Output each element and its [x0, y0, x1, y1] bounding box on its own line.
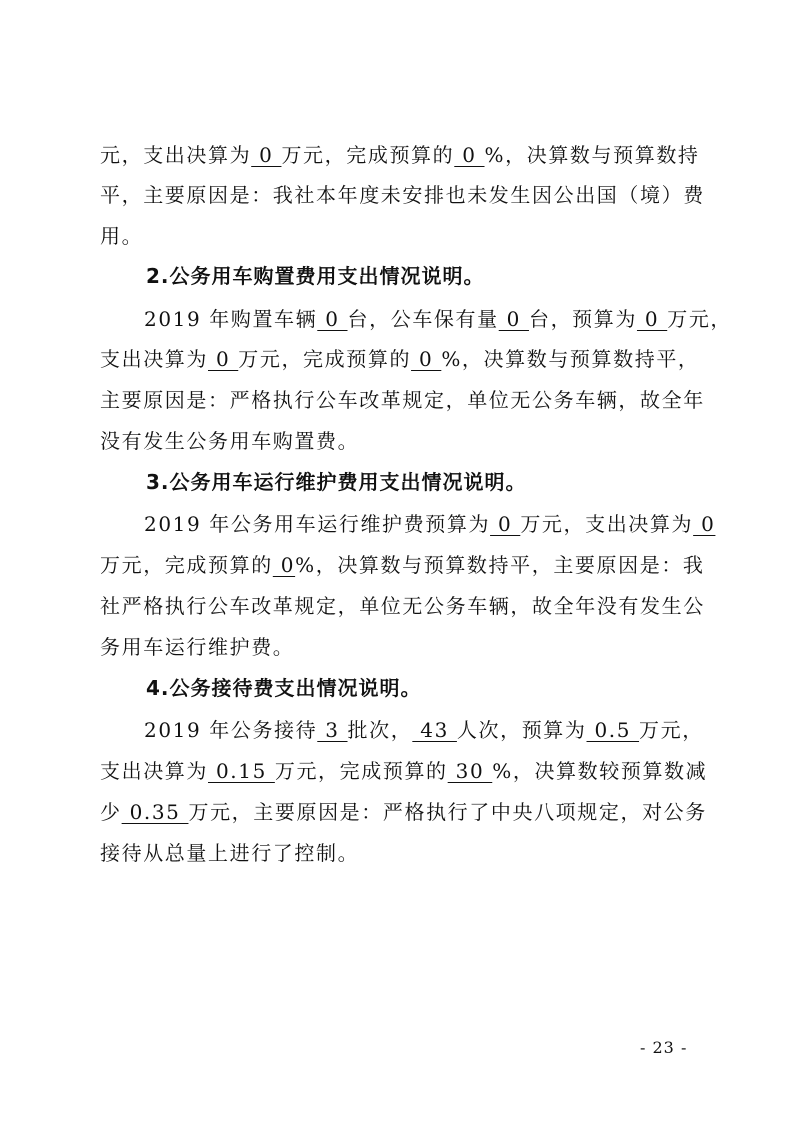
underlined-value: 0 — [490, 512, 521, 536]
text-run: %，决算数与预算数持 — [484, 143, 700, 167]
text-run: 万元，主要原因是：严格执行了中央八项规定，对公务 — [188, 800, 707, 824]
text-run: 万元， — [667, 307, 733, 331]
text-line — [100, 760, 707, 782]
text-line — [100, 636, 294, 658]
text-run: 支出决算为 — [100, 759, 208, 783]
underlined-value: 0 — [251, 143, 282, 167]
text-line — [144, 719, 704, 741]
underlined-value: 0 — [208, 347, 239, 371]
underlined-value: 0.35 — [121, 800, 189, 824]
text-run: 平，主要原因是：我社本年度未安排也未发生因公出国（境）费 — [100, 183, 705, 207]
text-run: 用。 — [100, 224, 144, 248]
text-run: 主要原因是：严格执行公车改革规定，单位无公务车辆，故全年 — [100, 388, 705, 412]
underlined-value: 0 — [636, 307, 668, 331]
underlined-value: 0 — [411, 347, 442, 371]
text-run: 万元，完成预算的 — [100, 553, 273, 577]
text-run: 台，预算为 — [528, 307, 637, 331]
text-run: 万元，支出决算为 — [520, 512, 694, 536]
text-run: %，决算数较预算数减 — [492, 759, 708, 783]
text-run: %，决算数与预算数持平，主要原因是：我 — [295, 553, 705, 577]
text-line — [100, 389, 705, 411]
text-line — [144, 308, 732, 330]
text-run: 台，公车保有量 — [347, 307, 499, 331]
text-line — [144, 513, 715, 535]
text-run: 支出决算为 — [100, 347, 208, 371]
text-run: %，决算数与预算数持平， — [441, 347, 700, 371]
text-run: 万元，完成预算的 — [274, 759, 448, 783]
text-line — [100, 225, 143, 247]
underlined-value: 0 — [317, 307, 348, 331]
text-run: 人次，预算为 — [456, 718, 587, 742]
underlined-value: 43 — [412, 718, 457, 742]
underlined-value: 0 — [498, 307, 529, 331]
text-line — [100, 842, 359, 864]
underlined-value: 0 — [454, 143, 485, 167]
text-run: 2019 年购置车辆 — [144, 307, 318, 331]
underlined-value: 0.15 — [208, 759, 275, 783]
section-heading — [146, 471, 527, 493]
underlined-value: 0 — [272, 553, 296, 577]
text-line — [100, 144, 700, 166]
text-line — [100, 595, 705, 617]
text-line — [100, 554, 705, 576]
text-run: 4.公务接待费支出情况说明。 — [146, 676, 422, 700]
text-line — [100, 801, 707, 823]
underlined-value: 0.5 — [586, 718, 640, 742]
text-line — [100, 348, 700, 370]
text-line — [100, 184, 705, 206]
section-heading — [146, 677, 422, 699]
text-run: 万元， — [639, 718, 704, 742]
text-run: 社严格执行公车改革规定，单位无公务车辆，故全年没有发生公 — [100, 594, 705, 618]
text-run: 接待从总量上进行了控制。 — [100, 841, 360, 865]
text-run: 2019 年公务接待 — [144, 718, 318, 742]
text-run: 少 — [100, 800, 122, 824]
underlined-value: 30 — [447, 759, 493, 783]
text-run: 3.公务用车运行维护费用支出情况说明。 — [146, 470, 527, 494]
text-run: 2.公务用车购置费用支出情况说明。 — [146, 264, 485, 288]
underlined-value: 0 — [693, 512, 716, 536]
text-run: 万元，完成预算的 — [238, 347, 412, 371]
text-run: 务用车运行维护费。 — [100, 635, 295, 659]
page-number: - 23 - — [640, 1038, 688, 1057]
text-run: 2019 年公务用车运行维护费预算为 — [144, 512, 491, 536]
section-heading — [146, 265, 485, 287]
text-run: 万元，完成预算的 — [281, 143, 455, 167]
text-run: 批次， — [347, 718, 413, 742]
text-run: 元，支出决算为 — [100, 143, 252, 167]
underlined-value: 3 — [317, 718, 348, 742]
text-line — [100, 430, 359, 452]
text-run: 没有发生公务用车购置费。 — [100, 429, 360, 453]
